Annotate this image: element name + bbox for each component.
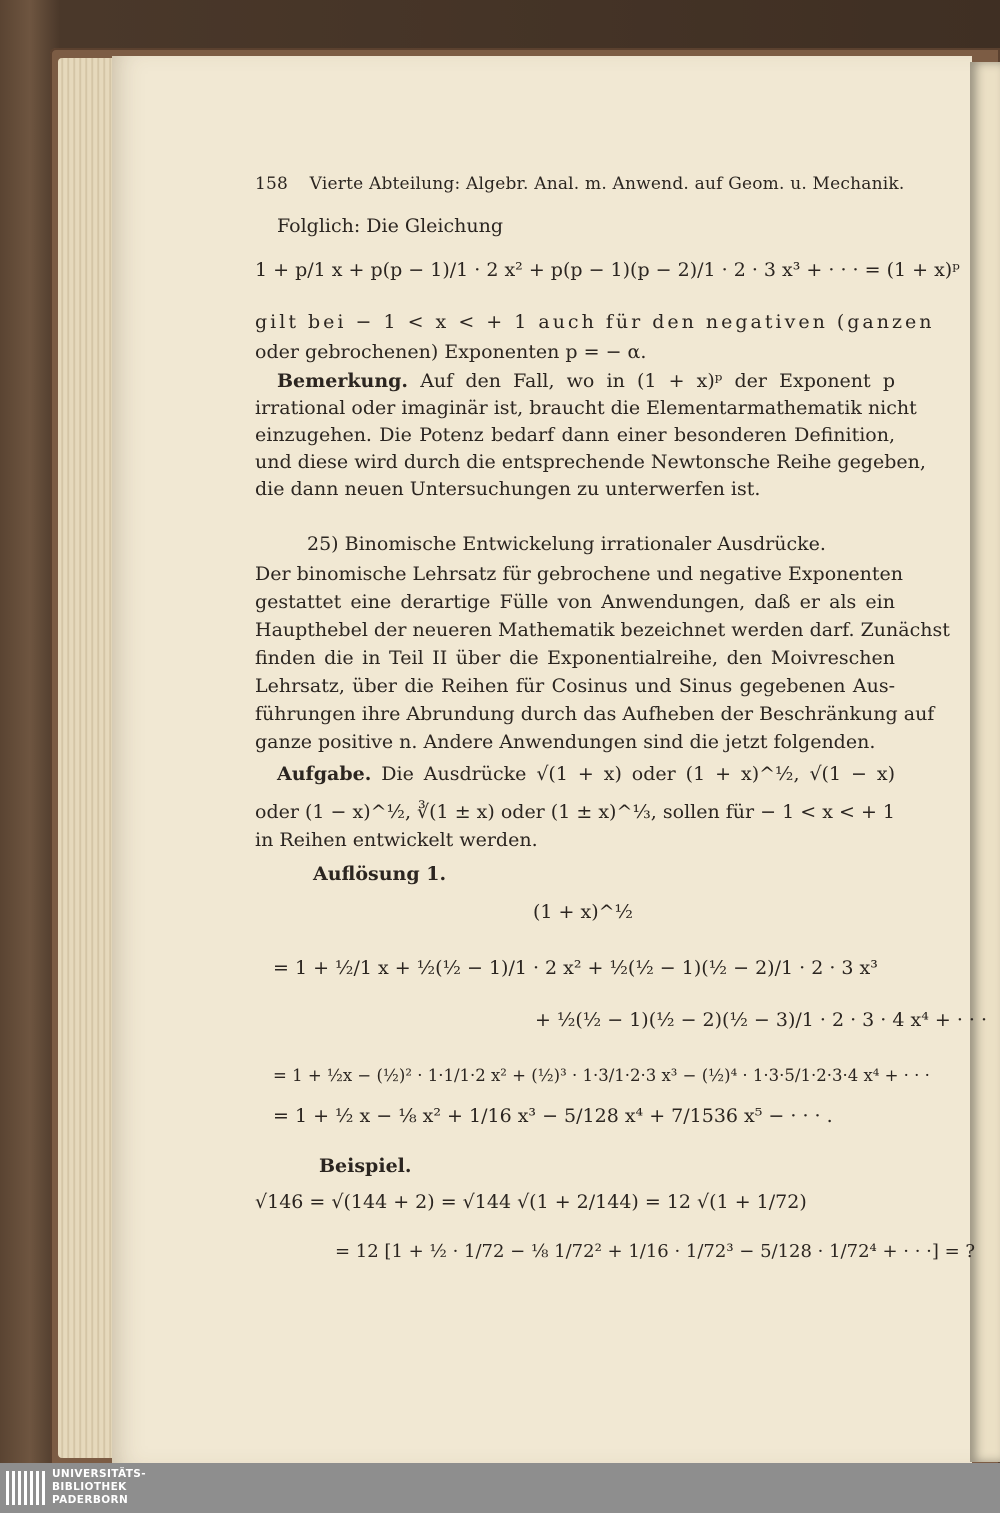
paragraph-3-line-4: finden die in Teil II über die Exponentialreihe, den Moivreschen [255, 647, 895, 669]
aufgabe-line-3: in Reihen entwickelt werden. [255, 829, 538, 851]
paragraph-2-line-4: und diese wird durch die entsprechende Newtonsche Reihe gegeben, [255, 451, 926, 473]
page-number: 158 [255, 174, 289, 194]
running-header [255, 172, 905, 196]
logo-line-3: PADERBORN [52, 1494, 129, 1506]
aufgabe-heading: Aufgabe. [277, 763, 372, 785]
paragraph-3-line-5: Lehrsatz, über die Reihen für Cosinus und Sinus gegebenen Aus- [255, 675, 895, 697]
aufgabe-line-2: oder (1 − x)^½, ∛(1 ± x) oder (1 ± x)^⅓, sollen für − 1 < x < + 1 [255, 801, 895, 823]
paragraph-3-line-1: Der binomische Lehrsatz für gebrochene und negative Exponenten [255, 563, 903, 585]
beispiel-heading: Beispiel. [319, 1155, 412, 1177]
equation-series-head: (1 + x)^½ [533, 901, 633, 923]
bemerkung-heading: Bemerkung. [277, 370, 409, 392]
folglich-line: Folglich: Die Gleichung [277, 215, 503, 237]
paragraph-1-line-2: oder gebrochenen) Exponenten p = − α. [255, 341, 647, 363]
paragraph-2-line-5: die dann neuen Untersuchungen zu unterwerfen ist. [255, 478, 761, 500]
paragraph-3-line-6: führungen ihre Abrundung durch das Aufheben der Beschränkung auf [255, 703, 935, 725]
library-logo-icon [6, 1471, 46, 1505]
paragraph-3-line-3: Haupthebel der neueren Mathematik bezeichnet werden darf. Zunächst [255, 619, 950, 641]
logo-line-1: UNIVERSITÄTS- [52, 1468, 147, 1480]
aufgabe-line-1-text: Die Ausdrücke √(1 + x) oder (1 + x)^½, √(1 − x) [381, 763, 895, 785]
paragraph-2-line-1 [277, 369, 895, 393]
equation-series-line-2: + ½(½ − 1)(½ − 2)(½ − 3)/1 · 2 · 3 · 4 x⁴ + · · · [535, 1009, 988, 1031]
paragraph-3-line-7: ganze positive n. Andere Anwendungen sind die jetzt folgenden. [255, 731, 876, 753]
section-title: 25) Binomische Entwickelung irrationaler Ausdrücke. [307, 533, 826, 555]
aufloesung-heading: Auflösung 1. [313, 863, 447, 885]
page-edges [58, 58, 118, 1458]
paragraph-2-line-2: irrational oder imaginär ist, braucht die Elementarmathematik nicht [255, 397, 917, 419]
library-footer [0, 1463, 1000, 1513]
paragraph-2-line-3: einzugehen. Die Potenz bedarf dann einer besonderen Definition, [255, 424, 895, 446]
paragraph-1-line-1: gilt bei − 1 < x < + 1 auch für den negativen (ganzen [255, 311, 935, 333]
equation-example-line-2: = 12 [1 + ½ · 1/72 − ⅛ 1/72² + 1/16 · 1/72³ − 5/128 · 1/72⁴ + · · ·] = ? [335, 1241, 976, 1262]
equation-binomial: 1 + p/1 x + p(p − 1)/1 · 2 x² + p(p − 1)(p − 2)/1 · 2 · 3 x³ + · · · = (1 + x)ᵖ [255, 259, 960, 281]
aufgabe-line-1 [277, 762, 895, 786]
library-logo-text [52, 1468, 146, 1507]
equation-series-line-1: = 1 + ½/1 x + ½(½ − 1)/1 · 2 x² + ½(½ − 1)(½ − 2)/1 · 2 · 3 x³ [273, 957, 878, 979]
equation-series-line-3: = 1 + ½x − (½)² · 1·1/1·2 x² + (½)³ · 1·3/1·2·3 x³ − (½)⁴ · 1·3·5/1·2·3·4 x⁴ + · · · [273, 1066, 930, 1085]
logo-line-2: BIBLIOTHEK [52, 1481, 127, 1493]
paragraph-3-line-2: gestattet eine derartige Fülle von Anwendungen, daß er als ein [255, 591, 895, 613]
equation-example-line-1: √146 = √(144 + 2) = √144 √(1 + 2/144) = 12 √(1 + 1/72) [255, 1191, 807, 1213]
running-title: Vierte Abteilung: Algebr. Anal. m. Anwend. auf Geom. u. Mechanik. [309, 174, 905, 194]
paragraph-2-line-1-text: Auf den Fall, wo in (1 + x)ᵖ der Exponent p [420, 370, 895, 392]
equation-series-line-4: = 1 + ½ x − ⅛ x² + 1/16 x³ − 5/128 x⁴ + 7/1536 x⁵ − · · · . [273, 1105, 833, 1127]
